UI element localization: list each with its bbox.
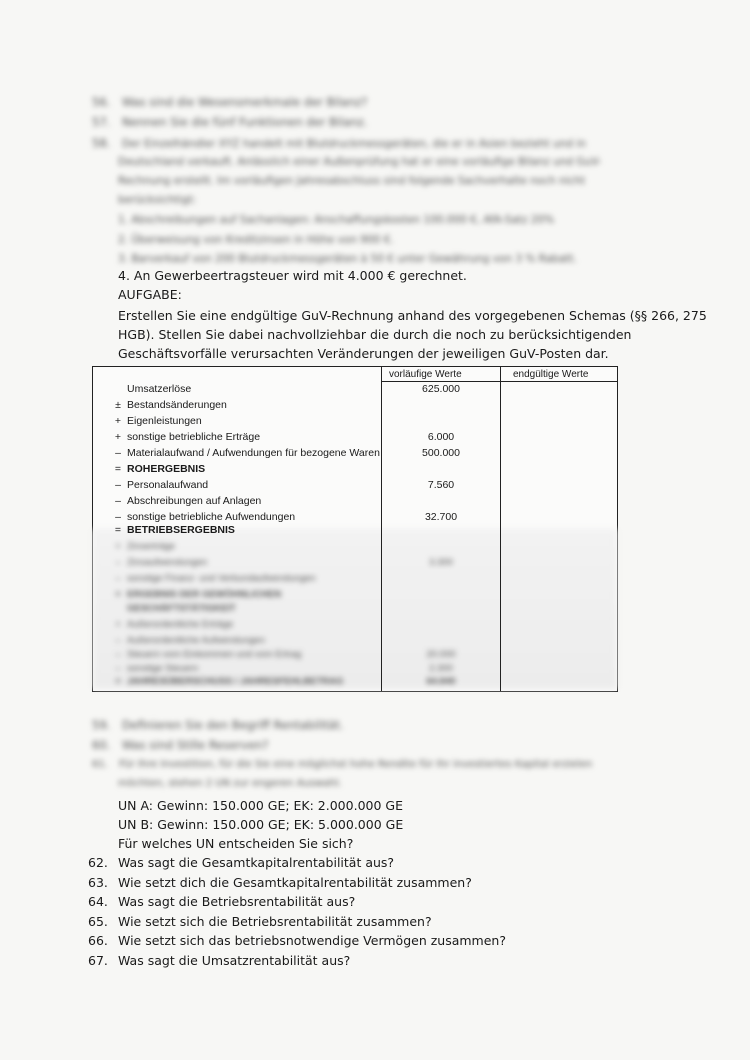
- row-value: 2.300: [429, 663, 453, 674]
- question-number: 66.: [88, 933, 108, 948]
- question-text: Für Ihre Investition, für die Sie eine möglichst hohe Rendite für Ihr investiertes Kapital erzielen: [119, 759, 593, 770]
- question-number: 61.: [92, 759, 108, 770]
- row-sign: –: [115, 649, 121, 660]
- list-item: [88, 892, 506, 912]
- table-row: [93, 399, 617, 415]
- guv-table: [92, 366, 618, 692]
- question-number: 67.: [88, 952, 108, 968]
- column-header-prelim: vorläufige Werte: [389, 369, 462, 380]
- question-58-line: Deutschland verkauft. Anlässlich einer Außenprüfung hat er eine vorläufige Bilanz und GuV-: [118, 156, 602, 168]
- row-label: Personalaufwand: [127, 479, 209, 491]
- question-61: [92, 759, 592, 770]
- table-row-subtotal: [93, 524, 617, 540]
- question-57: [92, 115, 367, 129]
- question-list: [88, 853, 506, 970]
- question-58-line: berücksichtigt:: [118, 194, 197, 206]
- question-text: Was sind Stille Reserven?: [121, 738, 269, 752]
- row-value: 32.700: [424, 511, 458, 523]
- question-text: Wie setzt dich die Gesamtkapitalrentabilität zusammen?: [118, 874, 472, 890]
- row-value: 20.000: [426, 649, 456, 660]
- row-value: 6.000: [427, 431, 455, 443]
- question-text: Definieren Sie den Begriff Rentabilität.: [121, 718, 344, 732]
- question-text: Was sagt die Umsatzrentabilität aus?: [118, 952, 351, 968]
- row-label: Bestandsänderungen: [127, 399, 227, 411]
- table-row-blurred: [93, 603, 617, 619]
- row-label: JAHRESÜBERSCHUSS / JAHRESFEHLBETRAG: [127, 676, 344, 687]
- row-label: Materialaufwand / Aufwendungen für bezogene Waren: [127, 447, 380, 459]
- row-sign: +: [114, 415, 122, 427]
- table-row: [93, 447, 617, 463]
- row-label: sonstige betriebliche Erträge: [127, 431, 261, 443]
- row-value: 64.840: [426, 676, 456, 687]
- question-text: Was sagt die Gesamtkapitalrentabilität aus?: [118, 855, 395, 870]
- row-label: Außerordentliche Erträge: [127, 619, 234, 630]
- row-label: Umsatzerlöse: [127, 383, 192, 395]
- question-56: [92, 95, 367, 109]
- question-number: 62.: [88, 855, 108, 870]
- header-underline: [381, 381, 617, 382]
- table-row: [93, 495, 617, 511]
- question-60: [92, 738, 268, 752]
- task-line-2: HGB). Stellen Sie dabei nachvollziehbar die durch die noch zu berücksichtigenden: [118, 327, 632, 342]
- list-item: [88, 853, 506, 873]
- question-58: [92, 136, 586, 150]
- row-label: BETRIEBSERGEBNIS: [127, 524, 235, 536]
- row-sign: –: [115, 557, 121, 568]
- task-line-1: Erstellen Sie eine endgültige GuV-Rechnung anhand des vorgegebenen Schemas (§§ 266, 275: [118, 308, 707, 323]
- table-row: [93, 479, 617, 495]
- list-item: [88, 951, 506, 971]
- table-row-blurred: [93, 676, 617, 692]
- row-value: 3.300: [429, 557, 453, 568]
- row-sign: –: [115, 635, 121, 646]
- row-value: 7.560: [427, 479, 455, 491]
- question-59: [92, 718, 344, 732]
- list-item: [88, 873, 506, 893]
- row-label: sonstige betriebliche Aufwendungen: [127, 511, 296, 523]
- row-label: Außerordentliche Aufwendungen: [127, 635, 265, 646]
- row-label: Abschreibungen auf Anlagen: [127, 495, 262, 507]
- question-number: 63.: [88, 874, 108, 890]
- question-61-line: möchten, stehen 2 UN zur engeren Auswahl.: [118, 778, 342, 789]
- question-number: 59.: [92, 718, 111, 732]
- table-row: [93, 431, 617, 447]
- task-heading: AUFGABE:: [118, 287, 182, 302]
- column-header-final: endgültige Werte: [513, 369, 589, 380]
- row-sign: +: [114, 431, 122, 443]
- question-text: Was sagt die Betriebsrentabilität aus?: [118, 894, 356, 909]
- company-b: UN B: Gewinn: 150.000 GE; EK: 5.000.000 GE: [118, 817, 404, 832]
- question-number: 58.: [92, 136, 111, 150]
- row-sign: +: [115, 541, 121, 552]
- row-value: 625.000: [422, 383, 460, 395]
- row-sign: –: [115, 479, 121, 491]
- question-number: 65.: [88, 913, 108, 929]
- row-sign: ±: [115, 399, 121, 411]
- question-58-item: 3. Barverkauf von 200 Blutdruckmessgeräten à 50 € unter Gewährung von 3 % Rabatt.: [118, 253, 577, 265]
- question-number: 56.: [92, 95, 111, 109]
- question-58-item: 1. Abschreibungen auf Sachanlagen: Anschaffungskosten 100.000 €, AfA-Satz 20%: [118, 214, 555, 226]
- row-label: ERGEBNIS DER GEWÖHNLICHEN: [127, 589, 282, 600]
- question-58-item: 2. Überweisung von Kreditzinsen in Höhe von 900 €.: [118, 234, 394, 246]
- investment-question: Für welches UN entscheiden Sie sich?: [118, 836, 354, 851]
- row-sign: =: [114, 524, 122, 536]
- question-number: 57.: [92, 115, 111, 129]
- row-sign: +: [115, 619, 121, 630]
- row-label: Eigenleistungen: [127, 415, 202, 427]
- row-label: Zinserträge: [127, 541, 176, 552]
- table-row-blurred: [93, 573, 617, 589]
- question-text: Der Einzelhändler XYZ handelt mit Blutdruckmessgeräten, die er in Asien bezieht und in: [121, 138, 586, 150]
- row-sign: =: [115, 589, 121, 600]
- table-row-subtotal: [93, 463, 617, 479]
- task-line-3: Geschäftsvorfälle verursachten Veränderungen der jeweiligen GuV-Posten dar.: [118, 346, 609, 361]
- company-a: UN A: Gewinn: 150.000 GE; EK: 2.000.000 GE: [118, 798, 403, 813]
- question-text: Was sind die Wesensmerkmale der Bilanz?: [121, 95, 368, 109]
- question-number: 60.: [92, 738, 111, 752]
- row-sign: –: [115, 573, 121, 584]
- row-label: GESCHÄFTSTÄTIGKEIT: [127, 603, 236, 614]
- question-text: Nennen Sie die fünf Funktionen der Bilanz.: [121, 115, 368, 129]
- table-row: [93, 415, 617, 431]
- row-label: sonstige Steuern: [127, 663, 199, 674]
- row-sign: –: [115, 495, 121, 507]
- table-row-blurred: [93, 619, 617, 635]
- row-sign: –: [115, 447, 121, 459]
- list-item: [88, 931, 506, 951]
- table-row-blurred: [93, 557, 617, 573]
- row-sign: –: [115, 663, 121, 674]
- question-number: 64.: [88, 894, 108, 909]
- task-item-4: 4. An Gewerbeertragsteuer wird mit 4.000 € gerechnet.: [118, 268, 467, 283]
- row-sign: =: [114, 463, 122, 475]
- row-label: ROHERGEBNIS: [127, 463, 206, 475]
- table-row-blurred: [93, 541, 617, 557]
- row-label: Steuern vom Einkommen und vom Ertrag: [127, 649, 302, 660]
- row-label: Zinsaufwendungen: [127, 557, 208, 568]
- row-sign: =: [115, 676, 121, 687]
- question-58-line: Rechnung erstellt. Im vorläufigen Jahresabschluss sind folgende Sachverhalte noch nicht: [118, 175, 586, 187]
- table-row: [93, 383, 617, 399]
- row-label: sonstige Finanz- und Verbundaufwendungen: [127, 573, 316, 584]
- question-text: Wie setzt sich das betriebsnotwendige Vermögen zusammen?: [118, 933, 506, 948]
- row-value: 500.000: [422, 447, 460, 459]
- list-item: [88, 912, 506, 932]
- row-sign: –: [115, 511, 121, 523]
- question-text: Wie setzt sich die Betriebsrentabilität zusammen?: [118, 913, 432, 929]
